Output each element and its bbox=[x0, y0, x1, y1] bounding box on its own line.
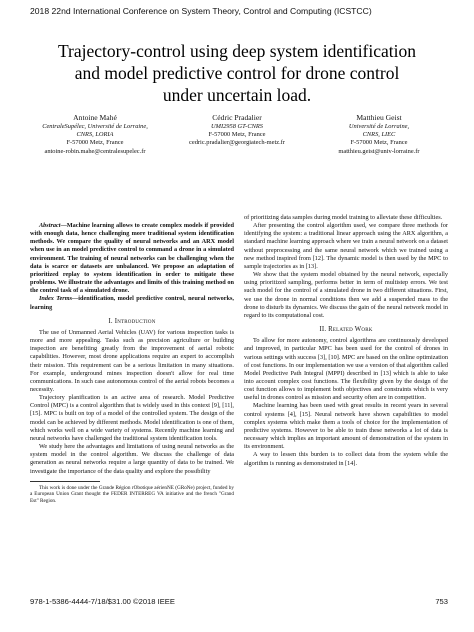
author-affiliation: Université de Lorraine, bbox=[348, 123, 410, 130]
left-column bbox=[30, 222, 234, 504]
author-3 bbox=[304, 113, 454, 156]
author-city: F-57000 Metz, France bbox=[66, 139, 124, 147]
abstract bbox=[30, 222, 234, 295]
author-email: antoine-robin.mahe@centralesupelec.fr bbox=[44, 147, 146, 155]
paragraph: A way to lessen this burden is to collect data from the system while the algorithm is running as demonstrated in [14]. bbox=[244, 451, 448, 467]
abstract-lead: Abstract bbox=[39, 222, 61, 229]
footnote-divider bbox=[30, 481, 100, 482]
author-2 bbox=[162, 113, 312, 148]
conference-header: 2018 22nd International Conference on System Theory, Control and Computing (ICSTCC) bbox=[30, 6, 372, 16]
section-heading-introduction: I. Introduction bbox=[108, 317, 156, 325]
author-email: matthieu.geist@univ-lorraine.fr bbox=[338, 147, 420, 155]
author-name: Cédric Pradalier bbox=[212, 113, 262, 122]
paragraph: We show that the system model obtained by the neural network, especially using prioritized sampling, performs better in term of multistep errors. We test such model for the control of a simulated drone in two different situations. First, we use the drone in normal conditions then we add a suspended mass to the drone to disturb its dynamics. We discuss the gain of the neural network model in regard to its computational cost. bbox=[244, 271, 448, 319]
author-email: cedric.pradalier@georgiatech-metz.fr bbox=[189, 139, 285, 147]
author-name: Antoine Mahé bbox=[73, 113, 117, 122]
author-city: F-57000 Metz, France bbox=[208, 131, 266, 139]
paragraph: of prioritizing data samples during model training to alleviate these difficulties. bbox=[244, 214, 443, 221]
title-line-2: and model predictive control for drone control bbox=[74, 63, 400, 83]
paragraph: To allow for more autonomy, control algorithms are continuously developed and improved, in particular MPC has been used for the control of drones in various settings with success [3], [10]. MPC are based on the online optimization of cost functions. In our implementation we use a version of that algorithm called Model Predictive Path Integral (MPPI) described in [13] which is able to take into account complex cost functions. The flexibility given by the design of the cost function allows to implement both objectives and constraints which is very useful in drones control as mission and security often are in competition. bbox=[244, 337, 448, 402]
paper-title bbox=[20, 40, 454, 106]
paragraph: After presenting the control algorithm used, we compare three methods for identifying the system: a traditional linear approach using the ARX algorithm, a standard machine learning approach where we train a neural network on a dataset without preprocessing and the same neural network which we trained using a new method inspired from [12]. The dynamic model is then used by the MPC to sample trajectories as in [13]. bbox=[244, 222, 448, 270]
index-terms-lead: Index Terms bbox=[39, 295, 73, 303]
author-city: F-57000 Metz, France bbox=[350, 139, 408, 147]
paragraph: Machine learning has been used with great results in recent years in several control systems [4], [15]. Neural network have shown capabilities to model complex systems which make them a tools of choice for the implementation of predictive systems. However to be able to train these networks a lot of data is necessary which implies an important amount of demonstration of the system in its environment. bbox=[244, 402, 448, 451]
title-line-3: under uncertain load. bbox=[162, 85, 312, 105]
author-affiliation: UMI2958 GT-CNRS bbox=[211, 123, 263, 130]
paragraph: The use of Unmanned Aerial Vehicles (UAV) for various inspection tasks is more and more appealing. Tasks such as precision agriculture or building inspection are benefiting greatly from the improvement of aerial robotic capabilities. However, most drone applications require an expert to accomplish their mission. This requirement can be a serious limitation in many situations. For example, underground mines inspection doesn't allow for real time communications. In such case autonomous control of the aerial robots becomes a necessity. bbox=[30, 328, 234, 393]
author-affiliation: CNRS, LORIA bbox=[76, 131, 114, 139]
paragraph: We study here the advantages and limitations of using neural networks as the system model in the control algorithm. We discuss the challenge of data generation as neural networks require a large quantity of data to be trained. We investigate the importance of the data quality and explore the possibility bbox=[30, 443, 234, 475]
author-name: Matthieu Geist bbox=[356, 113, 402, 122]
paragraph: Trajectory planification is an active area of research. Model Predictive Control (MPC) is a control algorithm that is widely used in this context [9], [11], [15]. MPC is built on top of a model of the controlled system. The design of the model can be achieved by different methods. Model identification is one of them, which works well on a wide variety of systems. Recently machine learning and neural networks have challenged the traditional system identification tools. bbox=[30, 394, 234, 442]
index-terms bbox=[30, 295, 234, 311]
title-line-1: Trajectory-control using deep system identification bbox=[57, 41, 417, 61]
author-affiliation: CentraleSupélec, Université de Lorraine, bbox=[42, 123, 148, 130]
index-terms-body: —identification, model predictive control, neural networks, learning bbox=[30, 295, 234, 311]
author-affiliation: CNRS, LIEC bbox=[362, 131, 396, 139]
page-number: 753 bbox=[435, 597, 448, 606]
right-column bbox=[244, 214, 448, 468]
footnote: This work is done under the Grande Région rObotique aérienNE (GRoNe) project, funded by a European Union Grant thought the FEDER INTERREG VA initiative and the french "Grand Est" Region. bbox=[30, 484, 234, 504]
isbn-copyright: 978-1-5386-4444-7/18/$31.00 ©2018 IEEE bbox=[30, 597, 175, 606]
abstract-body: —Machine learning allows to create complex models if provided with enough data, hence challenging more traditional system identification methods. We compare the quality of neural networks and an ARX model when use in an model predictive control to command a drone in a simulated environment. The training of neural networks can be challenging when the data is scarce or datasets are unbalanced. We propose an adaptation of prioritized replay to system identification in order to mitigate these problems. We illustrate the advantages and limits of this training method on the control task of a simulated drone. bbox=[30, 222, 234, 295]
section-heading-related-work: II. Related Work bbox=[319, 326, 373, 334]
author-1 bbox=[20, 113, 170, 156]
